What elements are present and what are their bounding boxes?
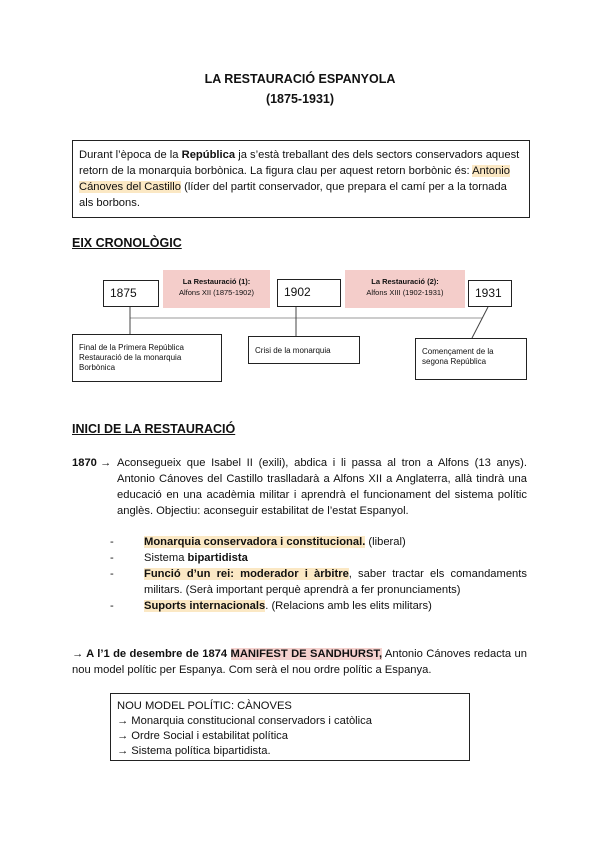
list-item-highlight: Suports internacionals: [144, 600, 266, 612]
intro-text-1: Durant l’època de la: [79, 149, 182, 161]
restauracio-1-subtitle: Alfons XII (1875-1902): [178, 288, 255, 297]
nou-model-item: → Monarquia constitucional conservadors i catòlica: [117, 715, 372, 727]
intro-text-2: ja s’està treballant des dels sectors conservadors aquest retorn de la monarquia borbònica. La figura clau per aquest retorn borbònic és:: [79, 149, 520, 177]
nou-model-item: → Ordre Social i estabilitat política: [117, 730, 288, 742]
note-1875-box: [72, 334, 222, 382]
list-item-highlight: Monarquia conservadora i constitucional.: [144, 536, 366, 548]
list-item: [110, 598, 527, 614]
intro-highlight-canovas: Antonio Cánoves del Castillo: [79, 165, 511, 193]
list-item-text: Sistema: [144, 552, 188, 564]
year-1931-box: 1931: [468, 280, 512, 307]
manifest-arrow: →: [72, 648, 84, 660]
list-item-text: . (Relacions amb les elits militars): [265, 600, 432, 612]
intro-bold-republica: República: [181, 149, 236, 161]
year-1870-label: [72, 455, 111, 471]
connector-1931: [472, 307, 488, 338]
note-1875-line3: Borbònica: [79, 363, 116, 372]
list-item: [110, 566, 527, 598]
manifest-paragraph: [72, 646, 527, 678]
list-item: [110, 534, 527, 550]
list-item-text: (liberal): [365, 536, 406, 548]
intro-text-3: (líder del partit conservador, que prepara el camí per a la tornada als borbons.: [79, 181, 507, 209]
list-item: [110, 550, 527, 566]
list-bullet: -: [110, 600, 114, 612]
list-bullet: -: [110, 536, 114, 548]
inici-paragraph-text: Aconsegueix que Isabel II (exili), abdica i li passa al tron a Alfons (13 anys). Antonio Cánoves del Castillo traslladarà a Alfons XII a Anglaterra, allà tindrà una educació en una acadèmia militar i aprendrà el funcionament del sistema polític anglès. Objectiu: aconseguir estabilitat de l’estat Espanyol.: [117, 457, 527, 517]
note-1931-box: [415, 338, 527, 380]
list-item-highlight: Funció d’un rei: moderador i àrbitre: [144, 568, 349, 580]
nou-model-box: [110, 693, 470, 761]
list-item-text: , saber tractar els comandaments militars. (Serà important perquè aprendrà a fer pronunciaments): [144, 568, 527, 596]
list-bullet: -: [110, 568, 114, 580]
list-item-bold: bipartidista: [187, 552, 248, 564]
year-1902-box: 1902: [277, 279, 341, 307]
year-1870-arrow: →: [100, 457, 112, 469]
manifest-highlight: MANIFEST DE SANDHURST,: [230, 648, 383, 660]
restauracio-2-title: La Restauració (2):: [371, 277, 439, 286]
nou-model-title: NOU MODEL POLÍTIC: CÀNOVES: [117, 700, 292, 712]
timeline-heading: EIX CRONOLÒGIC: [72, 236, 182, 250]
restauracio-1-box: [163, 270, 270, 308]
page-subtitle: (1875-1931): [265, 92, 335, 106]
note-1931-line1: Començament de la: [422, 347, 494, 356]
restauracio-features-list: [110, 534, 527, 614]
page-title: LA RESTAURACIÓ ESPANYOLA: [204, 72, 396, 86]
year-1875-box: 1875: [103, 280, 159, 307]
year-1870: 1870: [72, 457, 97, 469]
nou-model-item: → Sistema política bipartidista.: [117, 745, 271, 757]
inici-heading: INICI DE LA RESTAURACIÓ: [72, 422, 236, 436]
note-1902-box: Crisi de la monarquia: [248, 336, 360, 364]
note-1931-line2: segona República: [422, 357, 487, 366]
note-1875-line2: Restauració de la monarquia: [79, 353, 182, 362]
list-bullet: -: [110, 552, 114, 564]
inici-paragraph: [117, 455, 527, 519]
manifest-text: Antonio Cánoves redacta un nou model polític per Espanya. Com serà el nou ordre polític a Espanya.: [72, 648, 527, 676]
restauracio-2-box: [345, 270, 465, 308]
note-1875-line1: Final de la Primera República: [79, 343, 184, 352]
restauracio-1-title: La Restauració (1):: [182, 277, 251, 286]
manifest-date: A l’1 de desembre de 1874: [83, 648, 231, 660]
restauracio-2-subtitle: Alfons XIII (1902-1931): [366, 288, 444, 297]
